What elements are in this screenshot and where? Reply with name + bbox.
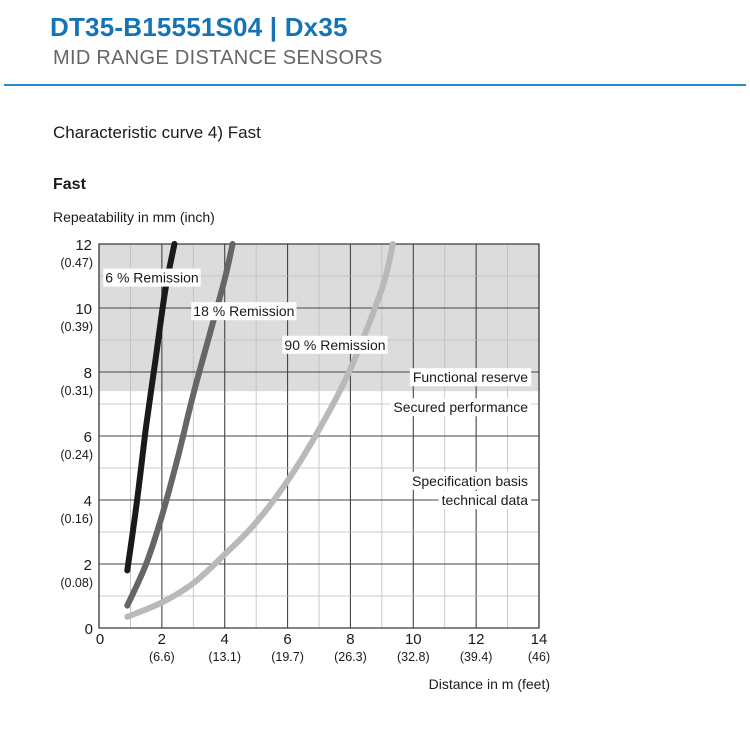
x-tick-label: 8: [346, 631, 355, 648]
x-tick-sublabel: (26.3): [334, 650, 367, 664]
series-label: 18 % Remission: [193, 303, 295, 320]
y-tick-label: 6: [83, 429, 92, 446]
y-tick-sublabel: (0.16): [60, 512, 93, 526]
chart-title: Fast: [53, 176, 86, 193]
region-label: Secured performance: [393, 399, 528, 416]
x-tick-sublabel: (6.6): [149, 650, 175, 664]
y-tick-label: 8: [83, 365, 92, 382]
x-tick-label: 6: [283, 631, 292, 648]
x-tick-label: 12: [467, 631, 485, 648]
y-tick-label: 12: [75, 237, 92, 254]
x-tick-label: 14: [530, 631, 548, 648]
series-label: 90 % Remission: [284, 336, 386, 353]
x-tick-sublabel: (46): [527, 650, 551, 664]
y-tick-sublabel: (0.31): [60, 384, 93, 398]
x-tick-sublabel: (19.7): [271, 650, 304, 664]
y-tick-sublabel: (0.08): [60, 576, 93, 590]
region-label: Functional reserve: [412, 369, 528, 386]
x-axis-title: Distance in m (feet): [428, 676, 550, 692]
region-label: technical data: [441, 492, 528, 508]
product-title: DT35-B15551S04 | Dx35: [50, 12, 348, 42]
series-label: 6 % Remission: [105, 269, 199, 286]
x-tick-sublabel: (13.1): [208, 650, 242, 664]
x-tick-label: 0: [95, 631, 105, 648]
y-tick-sublabel: (0.39): [60, 320, 93, 334]
y-tick-label: 4: [83, 493, 92, 510]
x-tick-sublabel: (32.8): [396, 650, 430, 664]
y-axis-title: Repeatability in mm (inch): [53, 209, 215, 225]
y-tick-label: 0: [84, 621, 93, 638]
x-tick-label: 10: [404, 631, 422, 648]
x-tick-label: 2: [157, 631, 167, 648]
x-tick-label: 4: [220, 631, 229, 648]
y-tick-label: 10: [75, 301, 92, 318]
y-tick-label: 2: [83, 557, 92, 574]
region-label: Specification basis: [412, 472, 528, 489]
section-title: Characteristic curve 4) Fast: [53, 123, 261, 142]
product-subtitle: MID RANGE DISTANCE SENSORS: [53, 47, 383, 69]
y-tick-sublabel: (0.47): [60, 256, 93, 270]
y-tick-sublabel: (0.24): [60, 448, 93, 462]
x-tick-sublabel: (39.4): [459, 650, 493, 664]
